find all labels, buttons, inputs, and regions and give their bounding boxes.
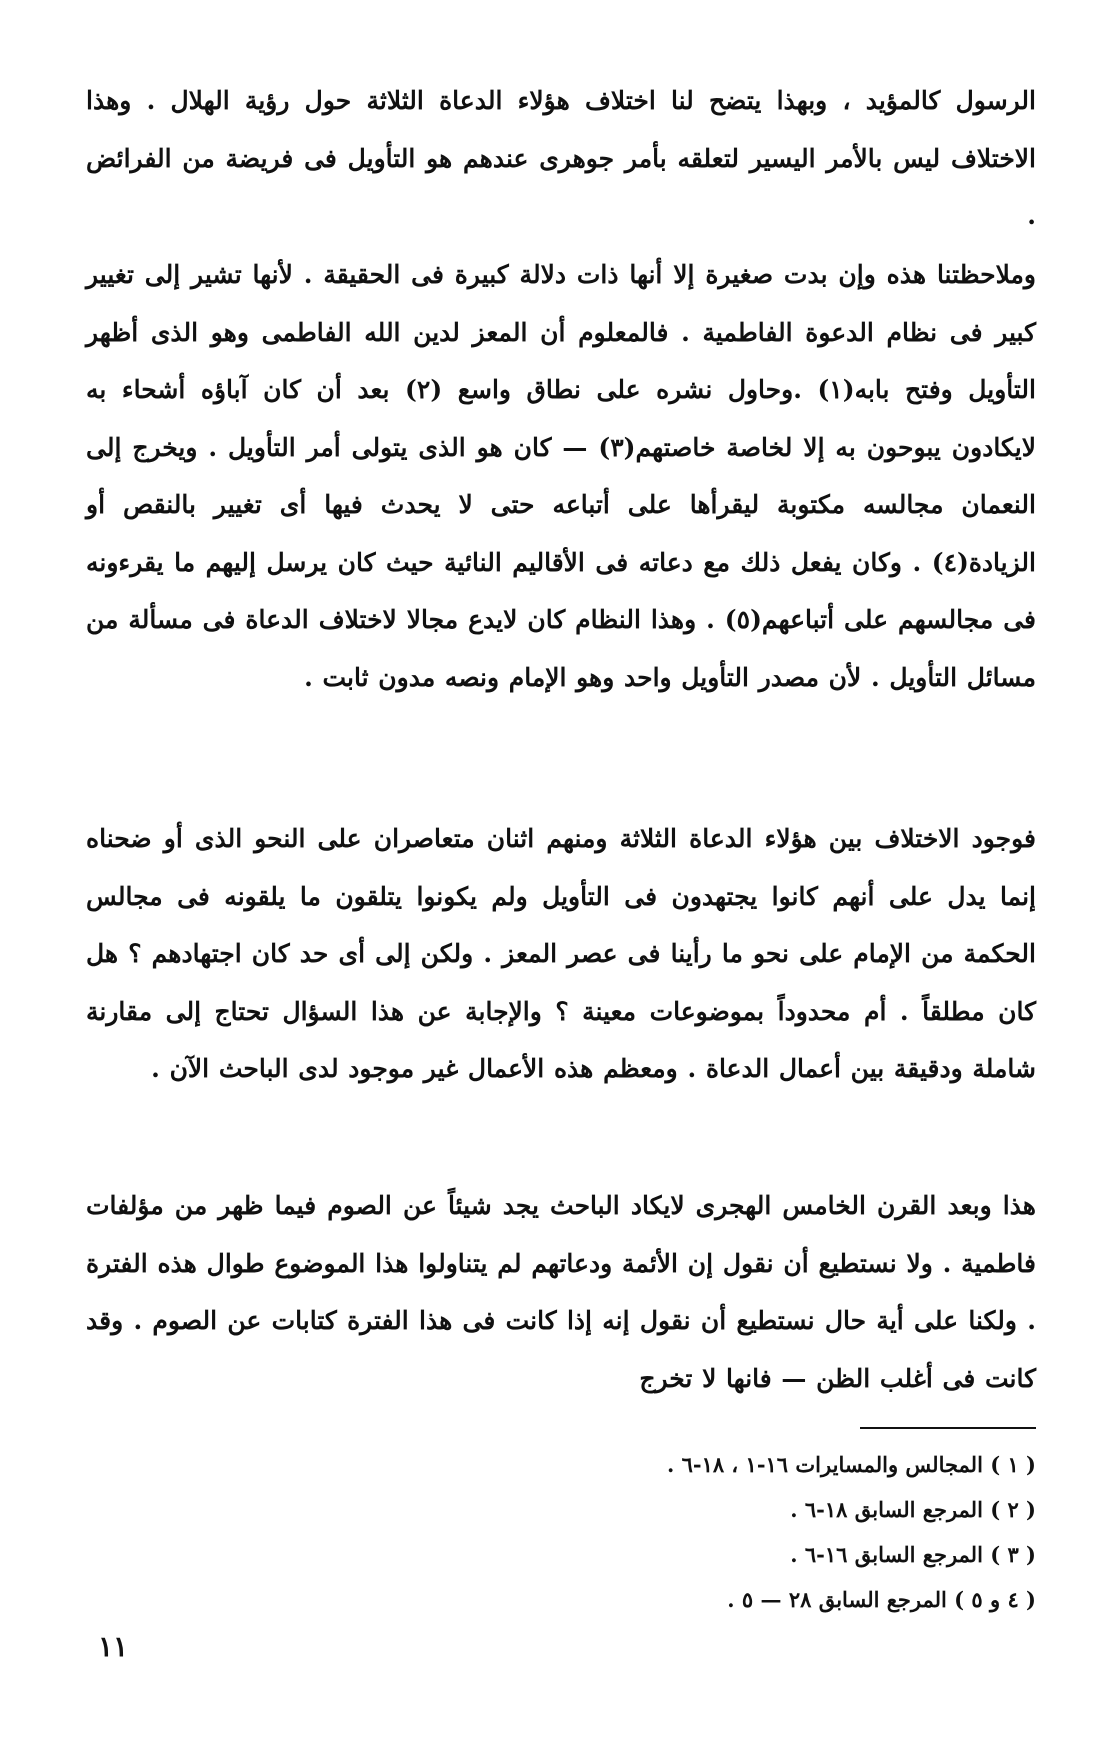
paragraph-4: هذا وبعد القرن الخامس الهجرى لايكاد الباحث يجد شيئاً عن الصوم فيما ظهر من مؤلفات فاطمية . ولا نستطيع أن نقول إن الأئمة ودعاتهم لم يتناولوا هذا الموضوع طوال هذه الفترة . ولكنا على أية حال نستطيع أن نقول إنه إذا كانت فى هذا الفترة كتابات عن الصوم . وقد كانت فى أغلب الظن — فانها لا تخرج xyxy=(86,1191,1036,1393)
footnote-3: ( ٣ ) المرجع السابق ١٦-٦ . xyxy=(790,1542,1036,1567)
page-number: ١١ xyxy=(98,1630,129,1663)
paragraph-3: فوجود الاختلاف بين هؤلاء الدعاة الثلاثة ومنهم اثنان متعاصران على النحو الذى أو ضحناه إنما يدل على أنهم كانوا يجتهدون فى التأويل ولم يكونوا يتلقون ما يلقونه فى مجالس الحكمة من الإمام على نحو ما رأينا فى عصر المعز . ولكن إلى أى حد كان اجتهادهم ؟ هل كان مطلقاً . أم محدوداً بموضوعات معينة ؟ والإجابة عن هذا السؤال تحتاج إلى مقارنة شاملة ودقيقة بين أعمال الدعاة . ومعظم هذه الأعمال غير موجود لدى الباحث الآن . xyxy=(86,824,1036,1083)
footnote-1: ( ١ ) المجالس والمسايرات ١٦-١ ، ١٨-٦ . xyxy=(666,1452,1036,1477)
footnote-separator xyxy=(860,1427,1036,1429)
paragraph-1: الرسول كالمؤيد ، وبهذا يتضح لنا اختلاف هؤلاء الدعاة الثلاثة حول رؤية الهلال . وهذا الاختلاف ليس بالأمر اليسير لتعلقه بأمر جوهرى عندهم هو التأويل فى فريضة من الفرائض . xyxy=(86,86,1036,230)
paragraph-2: وملاحظتنا هذه وإن بدت صغيرة إلا أنها ذات دلالة كبيرة فى الحقيقة . لأنها تشير إلى تغيير كبير فى نظام الدعوة الفاطمية . فالمعلوم أن المعز لدين الله الفاطمى وهو الذى أظهر التأويل وفتح بابه(١) .وحاول نشره على نطاق واسع (٢) بعد أن كان آباؤه أشحاء به لايكادون يبوحون به إلا لخاصة خاصتهم(٣) — كان هو الذى يتولى أمر التأويل . ويخرج إلى النعمان مجالسه مكتوبة ليقرأها على أتباعه حتى لا يحدث فيها أى تغيير بالنقص أو الزيادة(٤) . وكان يفعل ذلك مع دعاته فى الأقاليم النائية حيث كان يرسل إليهم ما يقرءونه فى مجالسهم على أتباعهم(٥) . وهذا النظام كان لايدع مجالا لاختلاف الدعاة فى مسألة من مسائل التأويل . لأن مصدر التأويل واحد وهو الإمام ونصه مدون ثابت . xyxy=(86,260,1036,692)
footnotes xyxy=(100,1442,1036,1622)
footnote-2: ( ٢ ) المرجع السابق ١٨-٦ . xyxy=(790,1497,1036,1522)
footnote-4-5: ( ٤ و ٥ ) المرجع السابق ٢٨ — ٥ . xyxy=(727,1587,1036,1612)
